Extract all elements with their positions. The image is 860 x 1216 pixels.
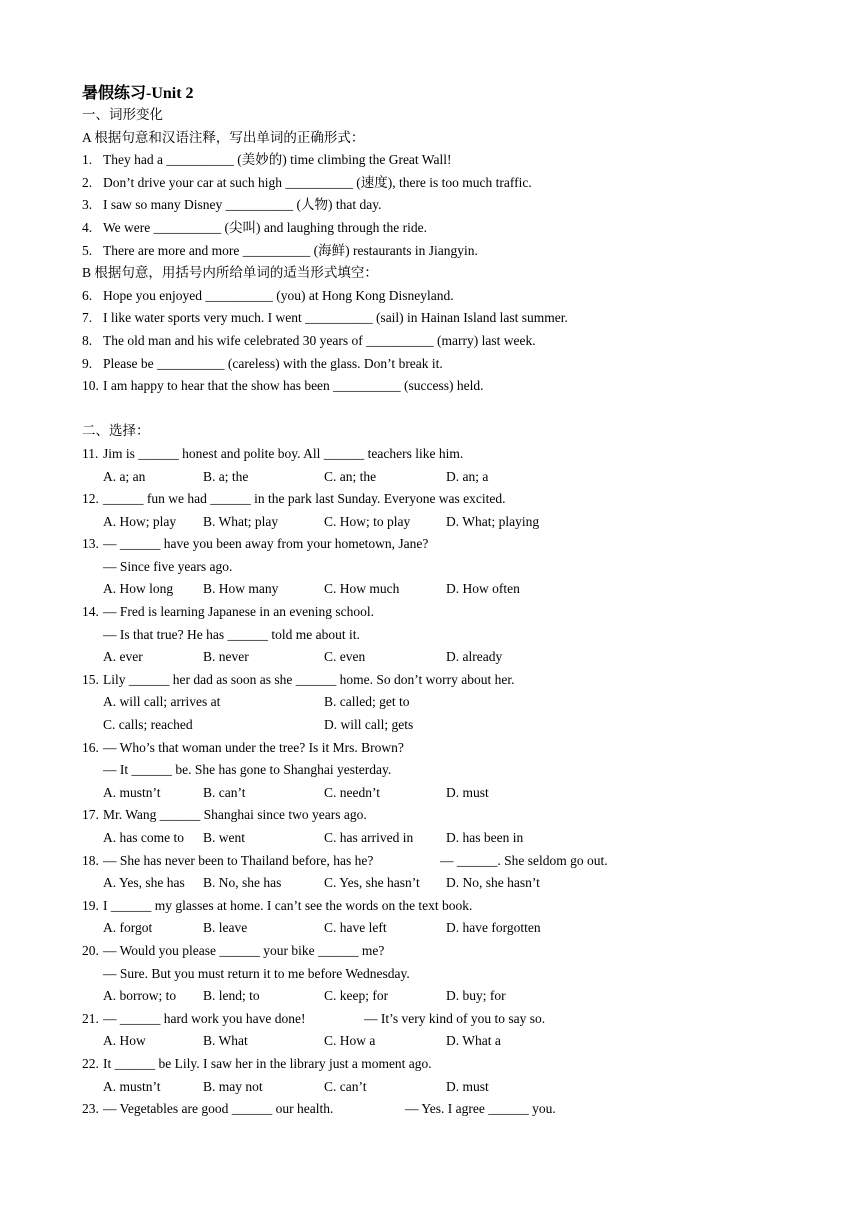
question-text: — ______ have you been away from your hometown, Jane? xyxy=(103,536,429,552)
question-5 xyxy=(82,240,782,263)
question-response xyxy=(82,624,782,647)
question-15 xyxy=(82,669,782,692)
options-row xyxy=(82,578,782,601)
option-c: C. an; the xyxy=(324,468,377,484)
option-d: D. What; playing xyxy=(446,513,540,529)
question-text: ______ fun we had ______ in the park last Sunday. Everyone was excited. xyxy=(103,491,506,507)
option-c: C. even xyxy=(324,649,366,665)
option-b: B. What xyxy=(203,1033,248,1049)
question-18 xyxy=(82,850,782,873)
spacer xyxy=(82,398,782,421)
reply-text: — Yes. I agree ______ you. xyxy=(405,1101,556,1117)
question-number: 3. xyxy=(82,197,93,213)
question-text: I like water sports very much. I went __________ (sail) in Hainan Island last summer. xyxy=(103,310,568,326)
option-c: C. How; to play xyxy=(324,513,411,529)
option-c: C. calls; reached xyxy=(103,717,193,733)
option-d: D. already xyxy=(446,649,503,665)
question-21 xyxy=(82,1008,782,1031)
option-d: D. What a xyxy=(446,1033,501,1049)
option-b: B. can’t xyxy=(203,784,246,800)
section-heading: 一、词形变化 xyxy=(82,107,163,122)
response-text: — It ______ be. She has gone to Shanghai yesterday. xyxy=(103,762,392,778)
question-text: They had a __________ (美妙的) time climbing the Great Wall! xyxy=(103,152,452,168)
options-row xyxy=(82,511,782,534)
question-number: 23. xyxy=(82,1101,99,1117)
question-number: 22. xyxy=(82,1055,99,1071)
option-c: C. has arrived in xyxy=(324,830,414,845)
worksheet xyxy=(82,84,782,1121)
question-14 xyxy=(82,601,782,624)
question-text: — Would you please ______ your bike ______ me? xyxy=(103,942,385,958)
question-17 xyxy=(82,804,782,827)
section-heading: 二、选择： xyxy=(82,423,150,439)
question-text: — ______ hard work you have done! xyxy=(103,1010,306,1026)
options-row xyxy=(82,691,782,714)
question-number: 1. xyxy=(82,152,93,168)
question-13 xyxy=(82,533,782,556)
question-text: Mr. Wang ______ Shanghai since two years ago. xyxy=(103,807,367,823)
question-number: 11. xyxy=(82,445,99,461)
option-c: C. keep; for xyxy=(324,988,389,1004)
option-c: C. Yes, she hasn’t xyxy=(324,875,420,891)
question-text: — Fred is learning Japanese in an evening school. xyxy=(103,604,375,620)
question-number: 6. xyxy=(82,287,93,303)
option-a: A. How xyxy=(103,1033,146,1049)
response-text: — Is that true? He has ______ told me about it. xyxy=(103,626,360,642)
option-b: B. How many xyxy=(203,581,279,597)
question-number: 2. xyxy=(82,174,93,190)
question-6 xyxy=(82,285,782,308)
options-row xyxy=(82,827,782,850)
reply-text: — It’s very kind of you to say so. xyxy=(364,1010,546,1026)
question-number: 7. xyxy=(82,310,93,326)
option-b: B. What; play xyxy=(203,513,279,529)
options-row xyxy=(82,917,782,940)
question-number: 8. xyxy=(82,332,93,348)
question-number: 9. xyxy=(82,355,93,371)
question-number: 21. xyxy=(82,1010,99,1026)
page-title: 暑假练习-Unit 2 xyxy=(82,85,194,102)
option-a: A. Yes, she has xyxy=(103,875,185,891)
question-text: — She has never been to Thailand before, has he? xyxy=(103,852,374,868)
options-row xyxy=(82,1076,782,1099)
options-row xyxy=(82,985,782,1008)
question-text: I saw so many Disney __________ (人物) that day. xyxy=(103,197,382,213)
question-8 xyxy=(82,330,782,353)
question-number: 16. xyxy=(82,739,99,755)
question-number: 13. xyxy=(82,536,99,552)
option-a: A. mustn’t xyxy=(103,784,161,800)
question-number: 14. xyxy=(82,604,99,620)
option-d: D. No, she hasn’t xyxy=(446,875,540,891)
question-22 xyxy=(82,1053,782,1076)
question-text: Lily ______ her dad as soon as she ______ home. So don’t worry about her. xyxy=(103,671,515,687)
option-d: D. an; a xyxy=(446,468,489,484)
option-b: B. lend; to xyxy=(203,988,260,1004)
option-a: A. How; play xyxy=(103,513,177,529)
question-response xyxy=(82,556,782,579)
question-number: 20. xyxy=(82,942,99,958)
part-a-instruction: A 根据句意和汉语注释，写出单词的正确形式： xyxy=(82,129,365,145)
option-c: C. needn’t xyxy=(324,784,380,800)
option-b: B. leave xyxy=(203,920,248,936)
option-b: B. may not xyxy=(203,1078,263,1094)
option-a: A. forgot xyxy=(103,920,153,936)
question-text: — Vegetables are good ______ our health. xyxy=(103,1101,334,1117)
option-d: D. How often xyxy=(446,581,520,597)
question-9 xyxy=(82,353,782,376)
options-row xyxy=(82,1030,782,1053)
response-text: — Since five years ago. xyxy=(103,558,233,574)
options-row xyxy=(82,872,782,895)
question-number: 18. xyxy=(82,852,99,868)
option-c: C. How a xyxy=(324,1033,376,1049)
option-d: D. must xyxy=(446,1078,489,1094)
question-number: 15. xyxy=(82,671,99,687)
question-number: 10. xyxy=(82,378,99,394)
option-d: D. buy; for xyxy=(446,988,506,1004)
question-number: 5. xyxy=(82,242,93,258)
option-d: D. will call; gets xyxy=(324,717,414,733)
question-response xyxy=(82,963,782,986)
part-b-instruction: B 根据句意，用括号内所给单词的适当形式填空： xyxy=(82,265,378,281)
option-b: B. called; get to xyxy=(324,694,410,710)
question-11 xyxy=(82,443,782,466)
option-a: A. How long xyxy=(103,581,174,597)
question-response xyxy=(82,759,782,782)
question-text: Hope you enjoyed __________ (you) at Hong Kong Disneyland. xyxy=(103,287,454,303)
question-2 xyxy=(82,172,782,195)
option-a: A. a; an xyxy=(103,468,146,484)
question-7 xyxy=(82,307,782,330)
option-b: B. never xyxy=(203,649,249,665)
question-16 xyxy=(82,737,782,760)
question-text: There are more and more __________ (海鲜) restaurants in Jiangyin. xyxy=(103,242,478,258)
response-text: — Sure. But you must return it to me before Wednesday. xyxy=(103,965,410,981)
options-row xyxy=(82,714,782,737)
question-text: I ______ my glasses at home. I can’t see the words on the text book. xyxy=(103,897,473,913)
question-text: Don’t drive your car at such high __________ (速度), there is too much traffic. xyxy=(103,174,532,190)
options-row xyxy=(82,782,782,805)
option-a: A. ever xyxy=(103,649,143,665)
reply-text: — ______. She seldom go out. xyxy=(440,852,608,868)
option-a: A. will call; arrives at xyxy=(103,694,221,710)
option-a: A. borrow; to xyxy=(103,988,177,1004)
option-d: D. must xyxy=(446,784,489,800)
question-23 xyxy=(82,1098,782,1121)
question-text: The old man and his wife celebrated 30 years of __________ (marry) last week. xyxy=(103,332,536,348)
options-row xyxy=(82,646,782,669)
question-4 xyxy=(82,217,782,240)
option-b: B. No, she has xyxy=(203,875,282,891)
option-c: C. have left xyxy=(324,920,387,936)
question-number: 17. xyxy=(82,807,99,823)
question-text: We were __________ (尖叫) and laughing through the ride. xyxy=(103,219,427,235)
question-number: 4. xyxy=(82,219,93,235)
option-b: B. a; the xyxy=(203,468,249,484)
question-12 xyxy=(82,488,782,511)
option-a: A. mustn’t xyxy=(103,1078,161,1094)
question-text: It ______ be Lily. I saw her in the library just a moment ago. xyxy=(103,1055,432,1071)
question-text: — Who’s that woman under the tree? Is it Mrs. Brown? xyxy=(103,739,404,755)
option-a: A. has come to xyxy=(103,830,184,845)
question-number: 12. xyxy=(82,491,99,507)
question-number: 19. xyxy=(82,897,99,913)
question-20 xyxy=(82,940,782,963)
option-b: B. went xyxy=(203,830,245,845)
question-19 xyxy=(82,895,782,918)
question-text: I am happy to hear that the show has been __________ (success) held. xyxy=(103,378,484,394)
question-1 xyxy=(82,149,782,172)
question-3 xyxy=(82,194,782,217)
question-text: Please be __________ (careless) with the glass. Don’t break it. xyxy=(103,355,443,371)
option-c: C. can’t xyxy=(324,1078,367,1094)
question-text: Jim is ______ honest and polite boy. All ______ teachers like him. xyxy=(103,445,464,461)
option-d: D. has been in xyxy=(446,830,524,845)
option-d: D. have forgotten xyxy=(446,920,541,936)
option-c: C. How much xyxy=(324,581,400,597)
options-row xyxy=(82,466,782,489)
question-10 xyxy=(82,375,782,398)
